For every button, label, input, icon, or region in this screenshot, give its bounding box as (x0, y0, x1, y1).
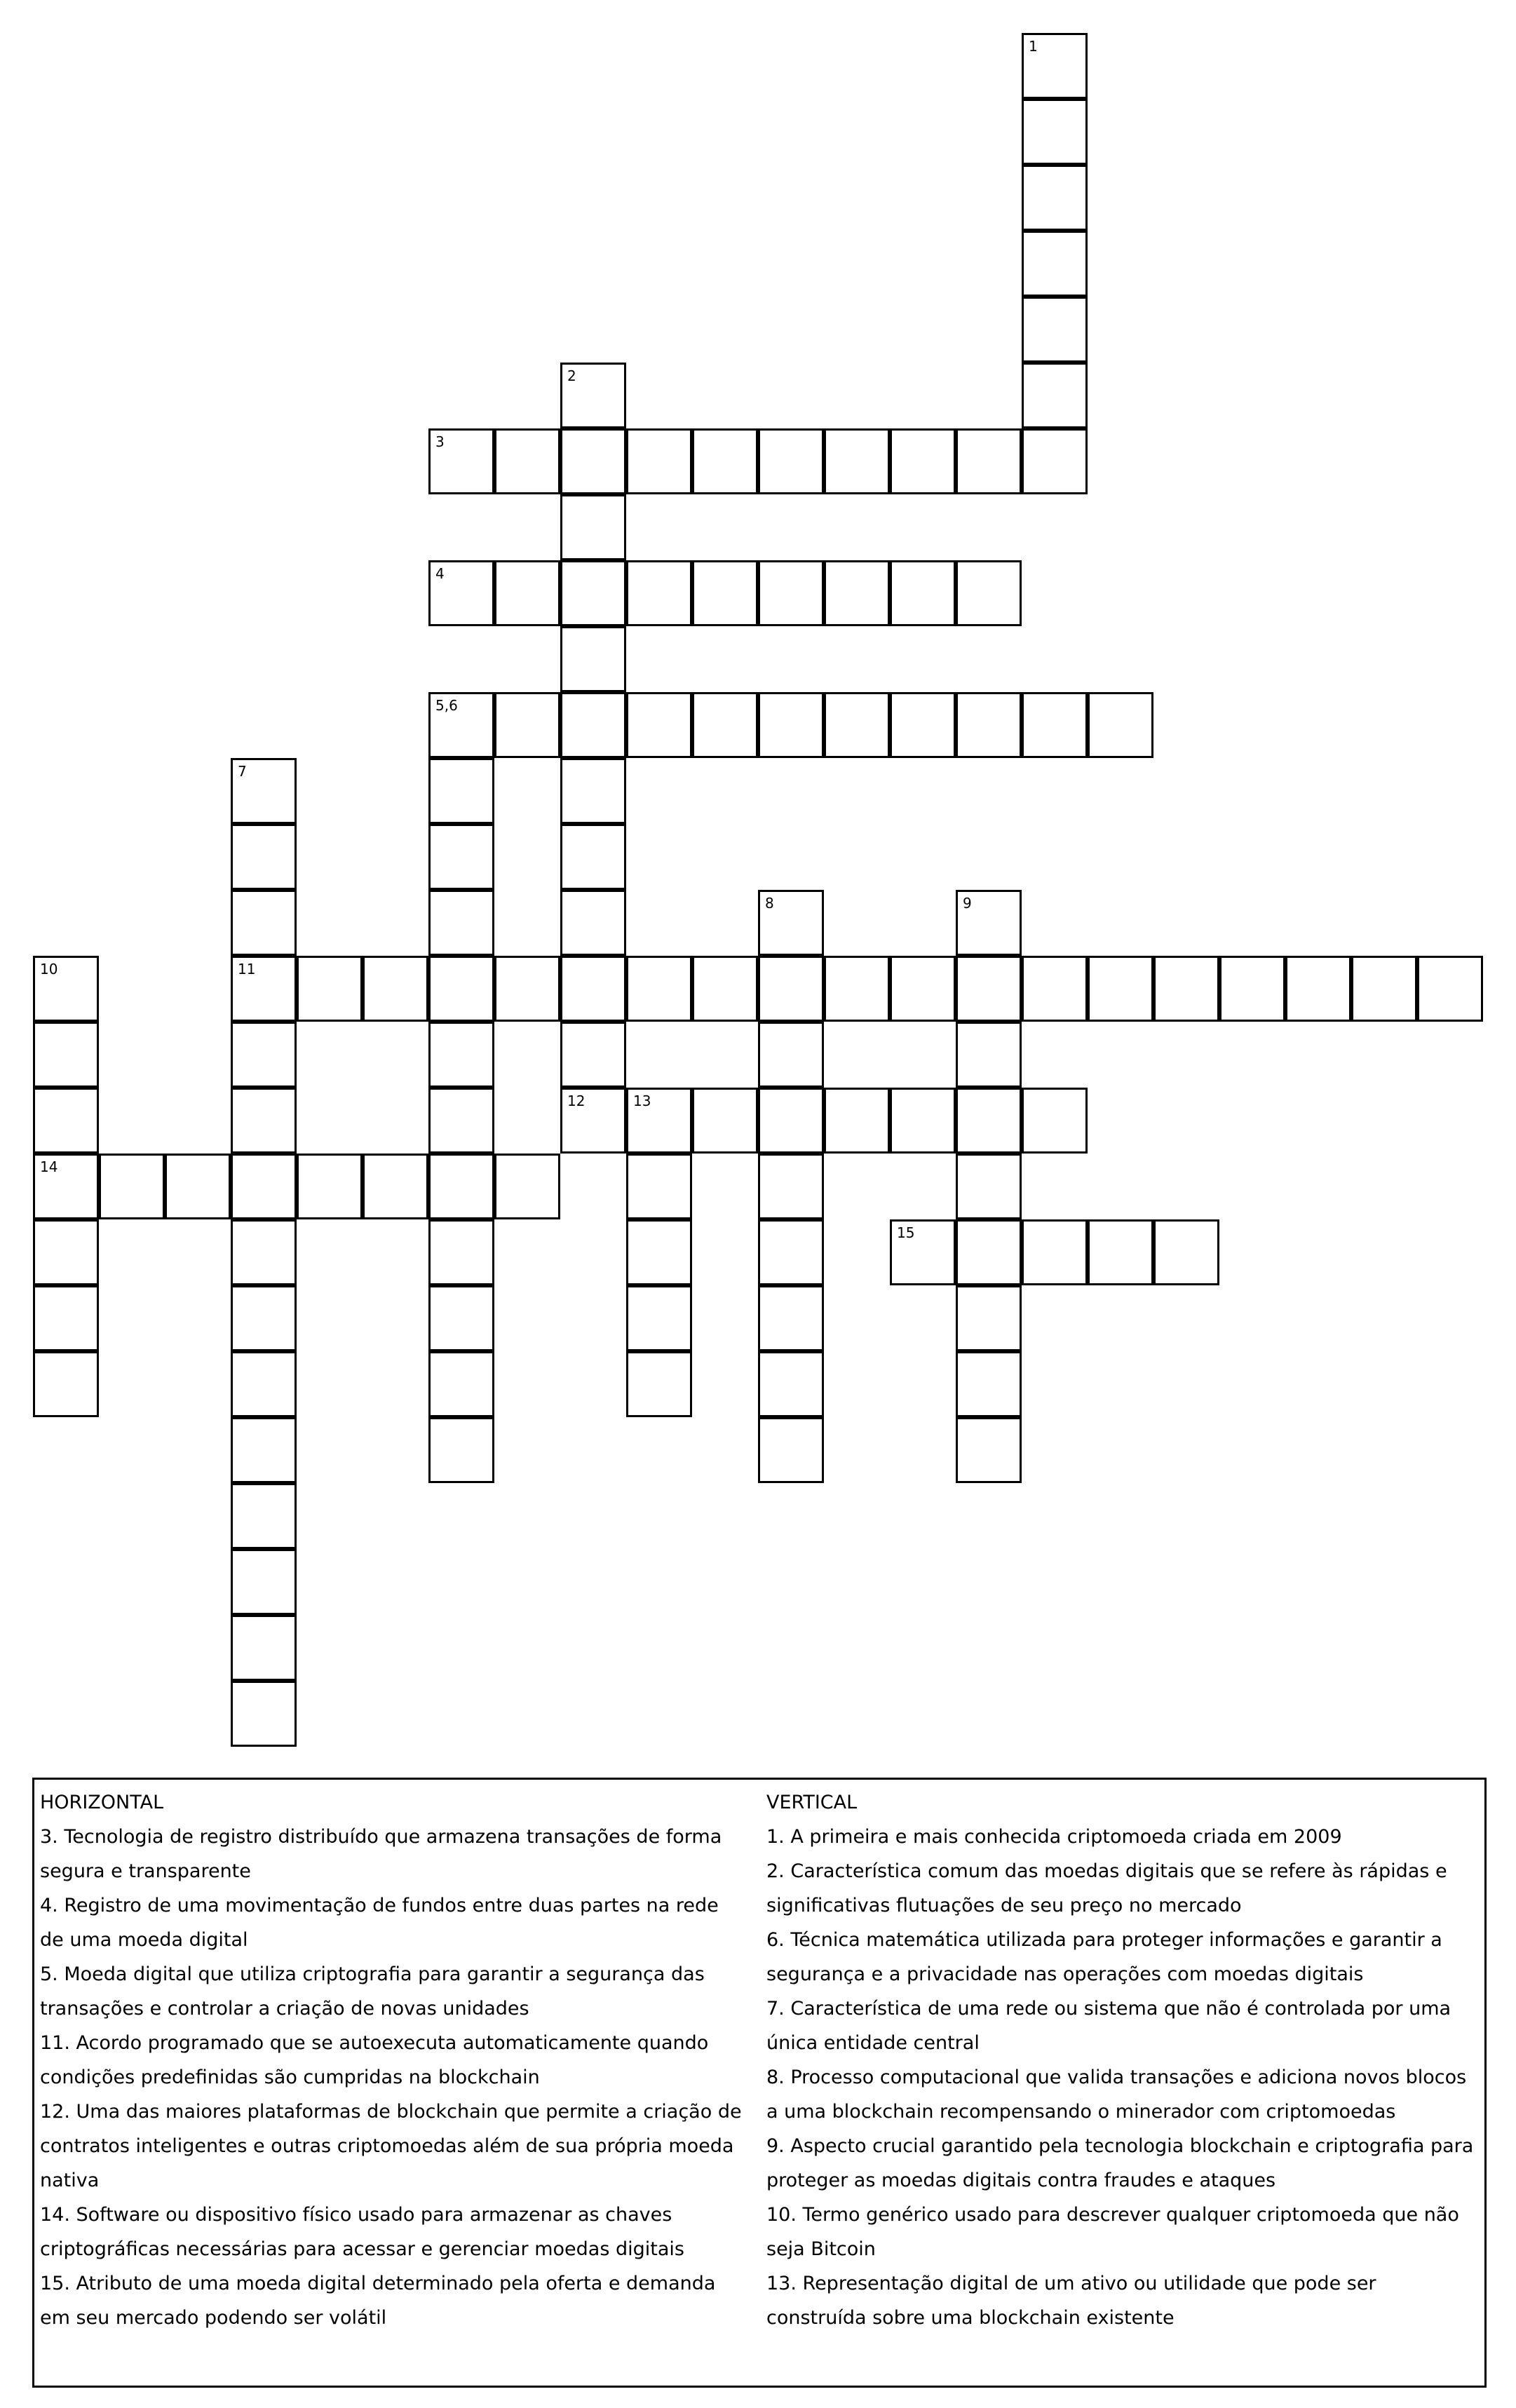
grid-cell[interactable] (1022, 231, 1088, 297)
grid-cell[interactable] (626, 1285, 692, 1351)
grid-cell[interactable] (363, 1154, 428, 1219)
grid-cell[interactable] (956, 1022, 1022, 1088)
grid-cell[interactable] (758, 560, 824, 626)
grid-cell[interactable] (956, 1219, 1022, 1285)
grid-cell[interactable] (692, 692, 758, 758)
grid-cell[interactable] (363, 956, 428, 1022)
grid-cell[interactable] (1022, 692, 1088, 758)
grid-cell[interactable] (494, 428, 560, 494)
grid-cell[interactable] (890, 956, 956, 1022)
clue-v6: 6. Técnica matemática utilizada para proteger informações e garantir a segurança e a privacidade nas operações com moedas digitais (766, 1929, 1442, 1985)
grid-cell[interactable] (1022, 1088, 1088, 1154)
clues-box (32, 1778, 1487, 2388)
vertical-title: VERTICAL (766, 1792, 858, 1813)
clue-h5: 5. Moeda digital que utiliza criptografia para garantir a segurança das transações e controlar a criação de novas unidades (40, 1963, 705, 2020)
grid-cell[interactable] (560, 626, 626, 692)
clue-number: 7 (238, 763, 247, 780)
grid-cell[interactable] (956, 1285, 1022, 1351)
grid-cell[interactable] (1022, 956, 1088, 1022)
grid-cell[interactable] (33, 1022, 99, 1088)
grid-cell[interactable] (231, 824, 297, 890)
grid-cell[interactable] (231, 1154, 297, 1219)
grid-cell[interactable] (1153, 956, 1219, 1022)
grid-cell[interactable] (692, 428, 758, 494)
grid-cell[interactable] (428, 956, 494, 1022)
grid-cell[interactable] (428, 824, 494, 890)
grid-cell[interactable] (1351, 956, 1417, 1022)
grid-cell[interactable] (1153, 1219, 1219, 1285)
grid-cell[interactable] (824, 1088, 890, 1154)
grid-cell[interactable] (33, 1351, 99, 1417)
grid-cell[interactable] (758, 428, 824, 494)
clue-v7: 7. Característica de uma rede ou sistema que não é controlada por uma única entidade central (766, 1998, 1451, 2054)
clue-v2: 2. Característica comum das moedas digitais que se refere às rápidas e significativas flutuações de seu preço no mercado (766, 1860, 1447, 1916)
grid-cell[interactable] (692, 560, 758, 626)
grid-cell[interactable] (1022, 165, 1088, 231)
clue-number: 9 (963, 895, 972, 912)
grid-cell[interactable] (231, 1088, 297, 1154)
clue-number: 1 (1029, 38, 1038, 55)
grid-cell[interactable] (626, 1154, 692, 1219)
grid-cell[interactable] (1022, 428, 1088, 494)
grid-cell[interactable] (231, 1681, 297, 1747)
grid-cell[interactable] (824, 692, 890, 758)
horizontal-clues (40, 1785, 748, 2335)
grid-cell[interactable] (956, 1351, 1022, 1417)
grid-cell[interactable] (560, 758, 626, 824)
grid-cell[interactable] (626, 1219, 692, 1285)
grid-cell[interactable] (890, 560, 956, 626)
grid-cell[interactable] (692, 956, 758, 1022)
grid-cell[interactable] (1088, 956, 1153, 1022)
grid-cell[interactable] (956, 1088, 1022, 1154)
clue-h4: 4. Registro de uma movimentação de fundos entre duas partes na rede de uma moeda digital (40, 1895, 719, 1951)
grid-cell[interactable] (758, 1088, 824, 1154)
grid-cell[interactable] (428, 1154, 494, 1219)
grid-cell[interactable] (231, 1219, 297, 1285)
grid-cell[interactable] (33, 1088, 99, 1154)
grid-cell[interactable] (1088, 692, 1153, 758)
grid-cell[interactable] (626, 956, 692, 1022)
grid-cell[interactable] (560, 824, 626, 890)
clue-v10: 10. Termo genérico usado para descrever qualquer criptomoeda que não seja Bitcoin (766, 2204, 1459, 2260)
grid-cell[interactable] (428, 890, 494, 956)
grid-cell[interactable] (824, 956, 890, 1022)
grid-cell[interactable] (560, 692, 626, 758)
grid-cell[interactable] (494, 1154, 560, 1219)
grid-cell[interactable] (494, 692, 560, 758)
grid-cell[interactable] (231, 1615, 297, 1681)
clue-v9: 9. Aspecto crucial garantido pela tecnologia blockchain e criptografia para proteger as moedas digitais contra fraudes e ataques (766, 2135, 1474, 2191)
grid-cell[interactable] (1022, 99, 1088, 165)
grid-cell[interactable] (758, 1154, 824, 1219)
grid-cell[interactable] (956, 956, 1022, 1022)
grid-cell[interactable] (626, 1351, 692, 1417)
vertical-clues (766, 1785, 1475, 2335)
grid-cell[interactable] (231, 1483, 297, 1549)
grid-cell[interactable] (1022, 363, 1088, 428)
grid-cell[interactable] (165, 1154, 231, 1219)
clue-number: 4 (435, 565, 445, 582)
grid-cell[interactable] (890, 692, 956, 758)
grid-cell[interactable] (824, 428, 890, 494)
grid-cell[interactable] (560, 428, 626, 494)
grid-cell[interactable] (758, 1351, 824, 1417)
clue-number: 10 (40, 961, 58, 978)
clue-h15: 15. Atributo de uma moeda digital determinado pela oferta e demanda em seu mercado podendo ser volátil (40, 2273, 716, 2329)
grid-cell[interactable] (758, 1022, 824, 1088)
grid-cell[interactable] (231, 890, 297, 956)
grid-cell[interactable] (494, 560, 560, 626)
grid-cell[interactable] (560, 956, 626, 1022)
grid-cell[interactable] (626, 692, 692, 758)
clue-number: 13 (633, 1093, 651, 1109)
horizontal-title: HORIZONTAL (40, 1792, 164, 1813)
grid-cell[interactable] (956, 560, 1022, 626)
grid-cell[interactable] (428, 1219, 494, 1285)
grid-cell[interactable] (1219, 956, 1285, 1022)
grid-cell[interactable] (1022, 297, 1088, 363)
grid-cell[interactable] (758, 956, 824, 1022)
grid-cell[interactable] (231, 1549, 297, 1615)
grid-cell[interactable] (890, 1088, 956, 1154)
grid-cell[interactable] (297, 1154, 363, 1219)
grid-cell[interactable] (560, 560, 626, 626)
grid-cell[interactable] (428, 1417, 494, 1483)
grid-cell[interactable] (99, 1154, 165, 1219)
grid-cell[interactable] (33, 1219, 99, 1285)
grid-cell[interactable] (956, 692, 1022, 758)
clue-h12: 12. Uma das maiores plataformas de blockchain que permite a criação de contratos inteligentes e outras criptomoedas além de sua própria moeda nativa (40, 2101, 742, 2191)
clue-v13: 13. Representação digital de um ativo ou utilidade que pode ser construída sobre uma blockchain existente (766, 2273, 1376, 2329)
grid-cell[interactable] (560, 890, 626, 956)
clue-number: 11 (238, 961, 256, 978)
grid-cell[interactable] (1088, 1219, 1153, 1285)
grid-cell[interactable] (494, 956, 560, 1022)
clue-v1: 1. A primeira e mais conhecida criptomoeda criada em 2009 (766, 1826, 1342, 1848)
grid-cell[interactable] (758, 1417, 824, 1483)
grid-cell[interactable] (428, 1351, 494, 1417)
clue-number: 8 (765, 895, 774, 912)
clue-number: 14 (40, 1158, 58, 1175)
clue-v8: 8. Processo computacional que valida transações e adiciona novos blocos a uma blockchain recompensando o minerador com criptomoedas (766, 2067, 1467, 2123)
grid-cell[interactable] (692, 1088, 758, 1154)
grid-cell[interactable] (231, 1417, 297, 1483)
grid-cell[interactable] (758, 1285, 824, 1351)
grid-cell[interactable] (33, 1285, 99, 1351)
grid-cell[interactable] (560, 494, 626, 560)
grid-cell[interactable] (758, 1219, 824, 1285)
grid-cell[interactable] (1285, 956, 1351, 1022)
grid-cell[interactable] (626, 560, 692, 626)
grid-cell[interactable] (297, 956, 363, 1022)
grid-cell[interactable] (626, 428, 692, 494)
grid-cell[interactable] (956, 1154, 1022, 1219)
grid-cell[interactable] (428, 758, 494, 824)
grid-cell[interactable] (428, 1285, 494, 1351)
clue-number: 12 (567, 1093, 586, 1109)
clue-number: 15 (897, 1224, 915, 1241)
grid-cell[interactable] (890, 428, 956, 494)
clue-h11: 11. Acordo programado que se autoexecuta automaticamente quando condições predefinidas são cumpridas na blockchain (40, 2032, 709, 2088)
clue-number: 3 (435, 433, 445, 450)
grid-cell[interactable] (231, 1022, 297, 1088)
grid-cell[interactable] (428, 1088, 494, 1154)
grid-cell[interactable] (956, 428, 1022, 494)
clue-number: 5,6 (435, 697, 458, 714)
grid-cell[interactable] (956, 1417, 1022, 1483)
clue-number: 2 (567, 367, 576, 384)
grid-cell[interactable] (1022, 1219, 1088, 1285)
clue-h14: 14. Software ou dispositivo físico usado para armazenar as chaves criptográficas necessárias para acessar e gerenciar moedas digitais (40, 2204, 684, 2260)
grid-cell[interactable] (758, 692, 824, 758)
clue-h3: 3. Tecnologia de registro distribuído que armazena transações de forma segura e transparente (40, 1826, 722, 1882)
grid-cell[interactable] (1417, 956, 1483, 1022)
grid-cell[interactable] (231, 1285, 297, 1351)
grid-cell[interactable] (824, 560, 890, 626)
grid-cell[interactable] (428, 1022, 494, 1088)
grid-cell[interactable] (231, 1351, 297, 1417)
grid-cell[interactable] (560, 1022, 626, 1088)
